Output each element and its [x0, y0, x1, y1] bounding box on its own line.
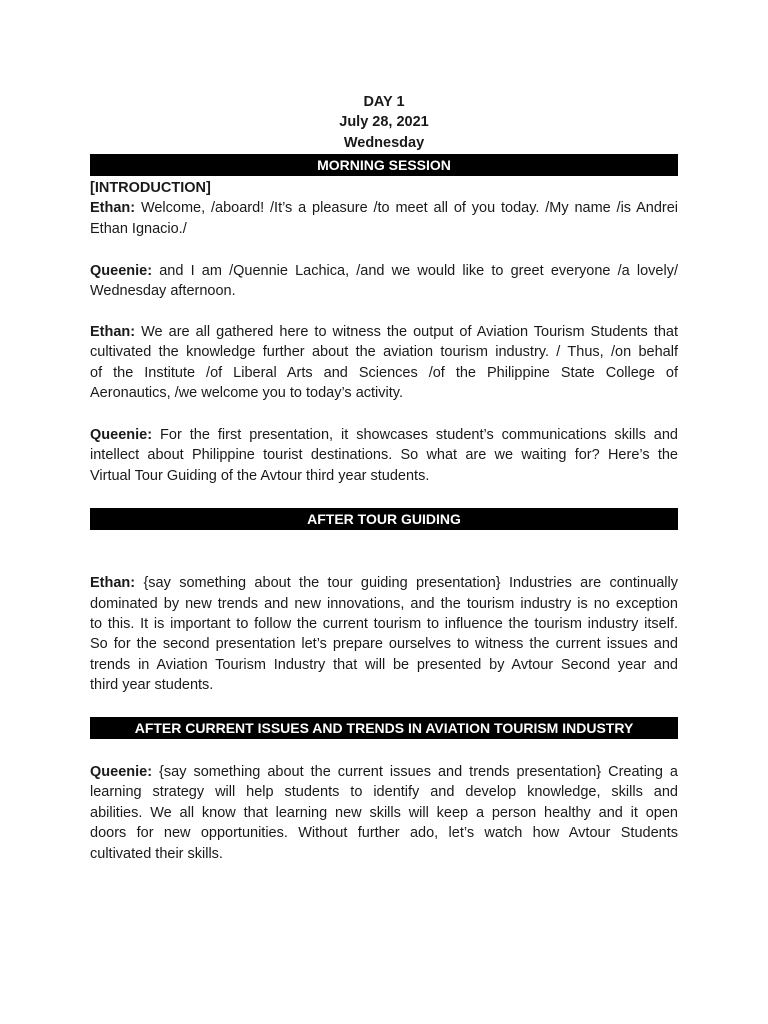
paragraph-line: dominated by new trends and new innovations, and the tourism industry is no exception — [90, 596, 678, 612]
paragraph-line: learning strategy will help students to identify and develop knowledge, skills and — [90, 784, 678, 800]
paragraph-line: of the Institute /of Liberal Arts and Sciences /of the Philippine State College of — [90, 365, 678, 381]
paragraph-line: Ethan: We are all gathered here to witness the output of Aviation Tourism Students that — [90, 324, 678, 340]
speaker-name: Queenie: — [90, 263, 153, 279]
paragraph-line: Queenie: {say something about the current issues and trends presentation} Creating a — [90, 764, 678, 780]
section-bar-after-current-issues: AFTER CURRENT ISSUES AND TRENDS IN AVIATION TOURISM INDUSTRY — [90, 717, 678, 739]
paragraph-line: cultivated the knowledge further about the aviation tourism industry. / Thus, /on behalf — [90, 344, 678, 360]
speaker-name: Ethan: — [90, 324, 136, 340]
weekday-heading: Wednesday — [343, 135, 425, 151]
speaker-name: Queenie: — [90, 427, 153, 443]
paragraph-line: third year students. — [90, 677, 214, 693]
paragraph-line: Queenie: For the first presentation, it showcases student’s communications skills and — [90, 427, 678, 443]
introduction-label: [INTRODUCTION] — [90, 180, 211, 196]
paragraph-line: doors for new opportunities. Without further ado, let’s watch how Avtour Students — [90, 825, 678, 841]
paragraph-line: to this. It is important to follow the current tourism to influence the tourism industry itself. — [90, 616, 678, 632]
speaker-name: Queenie: — [90, 764, 153, 780]
paragraph-line: Queenie: and I am /Quennie Lachica, /and we would like to greet everyone /a lovely/ — [90, 263, 678, 279]
paragraph-line: Virtual Tour Guiding of the Avtour third year students. — [90, 468, 430, 484]
speaker-name: Ethan: — [90, 575, 136, 591]
paragraph-line: trends in Aviation Tourism Industry that will be presented by Avtour Second year and — [90, 657, 678, 673]
speaker-name: Ethan: — [90, 200, 136, 216]
paragraph-line: Aeronautics, /we welcome you to today’s activity. — [90, 385, 403, 401]
paragraph-line: cultivated their skills. — [90, 846, 223, 862]
paragraph-line: Ethan Ignacio./ — [90, 221, 187, 237]
paragraph-line: So for the second presentation let’s prepare ourselves to witness the current issues and — [90, 636, 678, 652]
date-heading: July 28, 2021 — [339, 114, 429, 130]
paragraph-line: intellect about Philippine tourist destinations. So what are we waiting for? Here’s the — [90, 447, 678, 463]
day-heading: DAY 1 — [363, 94, 405, 110]
paragraph-line: Ethan: {say something about the tour guiding presentation} Industries are continually — [90, 575, 678, 591]
section-bar-morning-session: MORNING SESSION — [90, 154, 678, 176]
paragraph-line: Wednesday afternoon. — [90, 283, 236, 299]
section-bar-after-tour-guiding: AFTER TOUR GUIDING — [90, 508, 678, 530]
paragraph-line: abilities. We all know that learning new skills will keep a person healthy and it open — [90, 805, 678, 821]
paragraph-line: Ethan: Welcome, /aboard! /It’s a pleasure /to meet all of you today. /My name /is Andrei — [90, 200, 678, 216]
